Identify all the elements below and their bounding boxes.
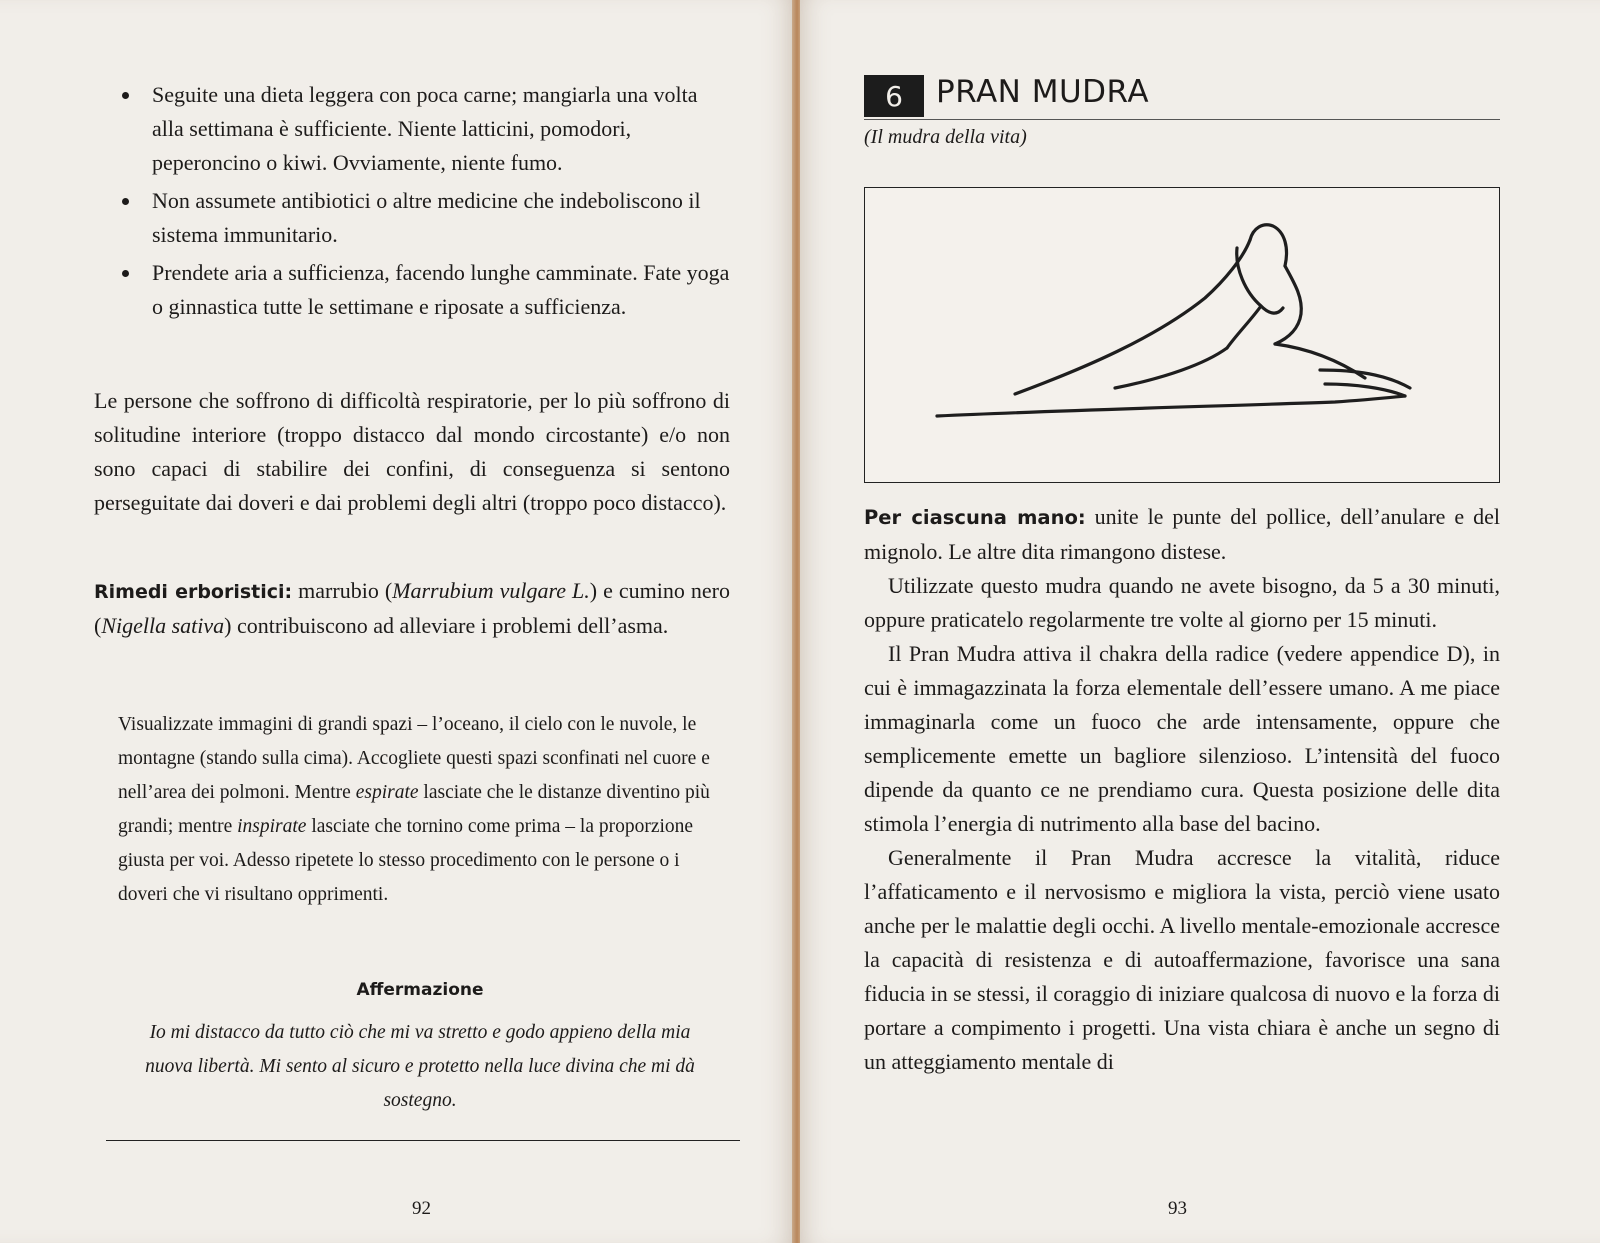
right-body-text bbox=[864, 500, 1500, 1079]
page-number: 92 bbox=[412, 1198, 431, 1219]
list-item bbox=[118, 78, 730, 180]
bullet-icon bbox=[122, 270, 129, 277]
hand-mudra-icon bbox=[865, 188, 1499, 482]
affirmation-title: Affermazione bbox=[356, 980, 484, 1000]
list-item-text: Prendete aria a sufficienza, facendo lunghe camminate. Fate yoga o ginnastica tutte le settimane e riposate a sufficienza. bbox=[152, 260, 730, 319]
emphasis: inspirate bbox=[237, 816, 307, 837]
instruction-text: unite le punte del pollice, dell’anulare e del mignolo. Le altre dita rimangono distese. bbox=[864, 504, 1500, 564]
body-paragraph: Generalmente il Pran Mudra accresce la vitalità, riduce l’affaticamento e il nervosismo e migliora la vista, perciò viene usato anche per le malattie degli occhi. A livello mentale-emozionale accresce la capacità di resistenza e di autoaffermazione, favorisce una sana fiducia in se stessi, il coraggio di iniziare qualcosa di nuovo e la forza di portare a compimento i progetti. Una vista chiara è anche un segno di un atteggiamento mentale di bbox=[864, 845, 1500, 1074]
remedies-text: ) contribuiscono ad alleviare i problemi dell’asma. bbox=[224, 613, 669, 638]
remedies-paragraph bbox=[94, 574, 730, 643]
list-item bbox=[118, 184, 730, 252]
page-title: PRAN MUDRA bbox=[936, 74, 1150, 110]
footer-rule bbox=[106, 1140, 740, 1141]
bullet-icon bbox=[122, 198, 129, 205]
list-item-text: Seguite una dieta leggera con poca carne; mangiarla una volta alla settimana è sufficiente. Niente latticini, pomodori, peperoncino o kiwi. Ovviamente, niente fumo. bbox=[152, 82, 698, 175]
list-item bbox=[118, 256, 730, 324]
tips-list bbox=[118, 78, 730, 328]
remedies-label: Rimedi erboristici: bbox=[94, 581, 293, 603]
emphasis: espirate bbox=[355, 782, 419, 803]
page-number: 93 bbox=[1168, 1198, 1187, 1219]
visualization-paragraph bbox=[118, 708, 718, 912]
affirmation-text: Io mi distacco da tutto ciò che mi va stretto e godo appieno della mia nuova libertà. Mi sento al sicuro e protetto nella luce divina che mi dà sostegno. bbox=[145, 1022, 695, 1111]
subtitle: (Il mudra della vita) bbox=[864, 126, 1027, 148]
title-rule bbox=[864, 119, 1500, 120]
left-page bbox=[0, 0, 792, 1243]
instruction-paragraph bbox=[864, 500, 1500, 569]
body-paragraph: Utilizzate questo mudra quando ne avete bisogno, da 5 a 30 minuti, oppure praticatelo regolarmente tre volte al giorno per 15 minuti. bbox=[864, 573, 1500, 632]
latin-name: Nigella sativa bbox=[101, 613, 225, 638]
mudra-illustration bbox=[864, 187, 1500, 483]
list-item-text: Non assumete antibiotici o altre medicine che indeboliscono il sistema immunitario. bbox=[152, 188, 701, 247]
remedies-text: ) e cumino nero ( bbox=[94, 578, 731, 638]
visualization-text: lasciate che le distanze diventino più grandi; mentre bbox=[118, 782, 710, 837]
remedies-text: marrubio ( bbox=[292, 578, 393, 603]
bullet-icon bbox=[122, 92, 129, 99]
instruction-label: Per ciascuna mano: bbox=[864, 506, 1086, 529]
breathing-paragraph: Le persone che soffrono di difficoltà respiratorie, per lo più soffrono di solitudine interiore (troppo distacco dal mondo circostante) e/o non sono capaci di stabilire dei confini, di conseguenza si sentono perseguitate dai doveri e dai problemi degli altri (troppo poco distacco). bbox=[94, 388, 730, 515]
body-paragraph: Il Pran Mudra attiva il chakra della radice (vedere appendice D), in cui è immagazzinata la forza elementale dell’essere umano. A me piace immaginarla come un fuoco che arde intensamente, oppure che semplicemente emette un bagliore silenzioso. L’intensità del fuoco dipende da quanto ce ne prendiamo cura. Questa posizione delle dita stimola l’energia di nutrimento alla base del bacino. bbox=[864, 641, 1500, 836]
latin-name: Marrubium vulgare L. bbox=[392, 578, 590, 603]
chapter-number: 6 bbox=[864, 75, 924, 117]
visualization-text: Visualizzate immagini di grandi spazi – l’oceano, il cielo con le nuvole, le montagne (stando sulla cima). Accogliete questi spazi sconfinati nel cuore e nell’area dei polmoni. Mentre bbox=[118, 714, 710, 803]
visualization-text: lasciate che tornino come prima – la proporzione giusta per voi. Adesso ripetete lo stesso procedimento con le persone o i doveri che vi risultano opprimenti. bbox=[118, 816, 694, 905]
